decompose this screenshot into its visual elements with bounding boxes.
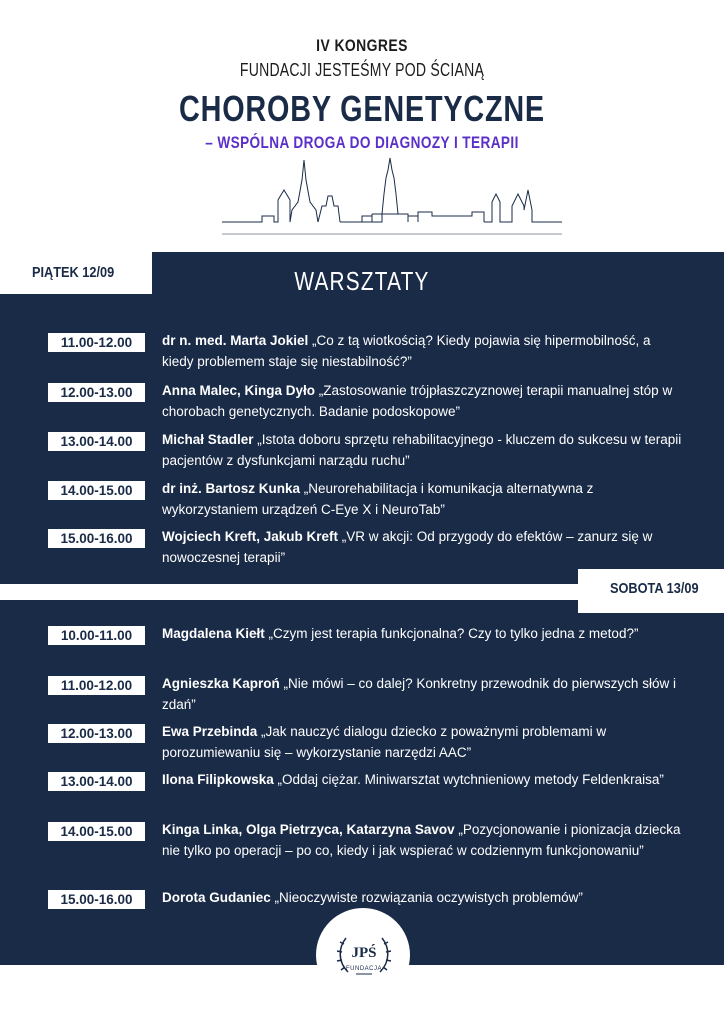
time-badge: 10.00-11.00 [48, 626, 145, 645]
saturday-day-label: SOBOTA 13/09 [610, 580, 699, 597]
workshop-description [162, 623, 682, 644]
workshop-description [162, 380, 682, 422]
time-badge: 14.00-15.00 [48, 822, 145, 841]
speaker-name: dr n. med. Marta Jokiel [162, 333, 309, 348]
workshop-title: „Istota doboru sprzętu rehabilitacyjnego - kluczem do sukcesu w terapii pacjentów z dysfunkcjami narządu ruchu” [162, 432, 682, 468]
time-badge: 14.00-15.00 [48, 481, 145, 500]
workshop-description [162, 330, 682, 372]
congress-number: IV KONGRES [316, 36, 408, 55]
time-badge: 11.00-12.00 [48, 676, 145, 695]
workshop-title: „Nie mówi – co dalej? Konkretny przewodnik do pierwszych słów i zdań” [162, 676, 676, 712]
workshop-title: „Neurorehabilitacja i komunikacja alternatywna z wykorzystaniem urządzeń C-Eye X i NeuroTab” [162, 481, 594, 517]
speaker-name: Ilona Filipkowska [162, 772, 274, 787]
speaker-name: Agnieszka Kaproń [162, 676, 280, 691]
workshop-title: „Co z tą wiotkością? Kiedy pojawia się hipermobilność, a kiedy problemem staje się niestabilność?” [162, 333, 651, 369]
time-badge: 15.00-16.00 [48, 529, 145, 548]
time-badge: 13.00-14.00 [48, 772, 145, 791]
workshop-title: „Pozycjonowanie i pionizacja dziecka nie tylko po operacji – po co, kiedy i jak wspierać w codziennym funkcjonowaniu” [162, 822, 681, 858]
time-badge: 11.00-12.00 [48, 333, 145, 352]
workshop-title: „Czym jest terapia funkcjonalna? Czy to tylko jedna z metod?” [264, 626, 639, 641]
workshop-title: „VR w akcji: Od przygody do efektów – zanurz się w nowoczesnej terapii” [162, 529, 653, 565]
speaker-name: Dorota Gudaniec [162, 890, 271, 905]
time-badge: 12.00-13.00 [48, 724, 145, 743]
logo-subtitle: FUNDACJA [345, 966, 382, 972]
header [0, 0, 724, 250]
workshop-description [162, 769, 682, 790]
workshop-description [162, 526, 682, 568]
workshop-title: „Nieoczywiste rozwiązania oczywistych problemów” [270, 890, 583, 905]
workshop-title: „Oddaj ciężar. Miniwarsztat wytchnieniowy metody Feldenkraisa” [273, 772, 664, 787]
speaker-name: Wojciech Kreft, Jakub Kreft [162, 529, 339, 544]
logo: JPŚ [351, 945, 377, 961]
speaker-name: Magdalena Kiełt [162, 626, 265, 641]
page-subtitle: – WSPÓLNA DROGA DO DIAGNOZY I TERAPII [205, 133, 519, 152]
speaker-name: Michał Stadler [162, 432, 254, 447]
workshop-description [162, 819, 682, 861]
city-skyline-icon [222, 150, 562, 245]
time-badge: 15.00-16.00 [48, 890, 145, 909]
page-title: CHOROBY GENETYCZNE [179, 88, 545, 129]
section-title: WARSZTATY [294, 266, 430, 296]
friday-day-label: PIĄTEK 12/09 [32, 264, 115, 281]
speaker-name: Kinga Linka, Olga Pietrzyca, Katarzyna Savov [162, 822, 455, 837]
speaker-name: Ewa Przebinda [162, 724, 258, 739]
time-badge: 12.00-13.00 [48, 383, 145, 402]
workshop-description [162, 429, 682, 471]
speaker-name: Anna Malec, Kinga Dyło [162, 383, 316, 398]
workshop-title: „Jak nauczyć dialogu dziecko z poważnymi problemami w porozumiewaniu się – wykorzystanie narzędzi AAC” [162, 724, 607, 760]
speaker-name: dr inż. Bartosz Kunka [162, 481, 301, 496]
workshop-title: „Zastosowanie trójpłaszczyznowej terapii manualnej stóp w chorobach genetycznych. Badanie podoskopowe” [162, 383, 673, 419]
foundation-name: FUNDACJI JESTEŚMY POD ŚCIANĄ [239, 60, 485, 80]
workshop-description [162, 721, 682, 763]
workshop-description [162, 673, 682, 715]
workshop-description [162, 887, 682, 908]
time-badge: 13.00-14.00 [48, 432, 145, 451]
workshop-description [162, 478, 682, 520]
